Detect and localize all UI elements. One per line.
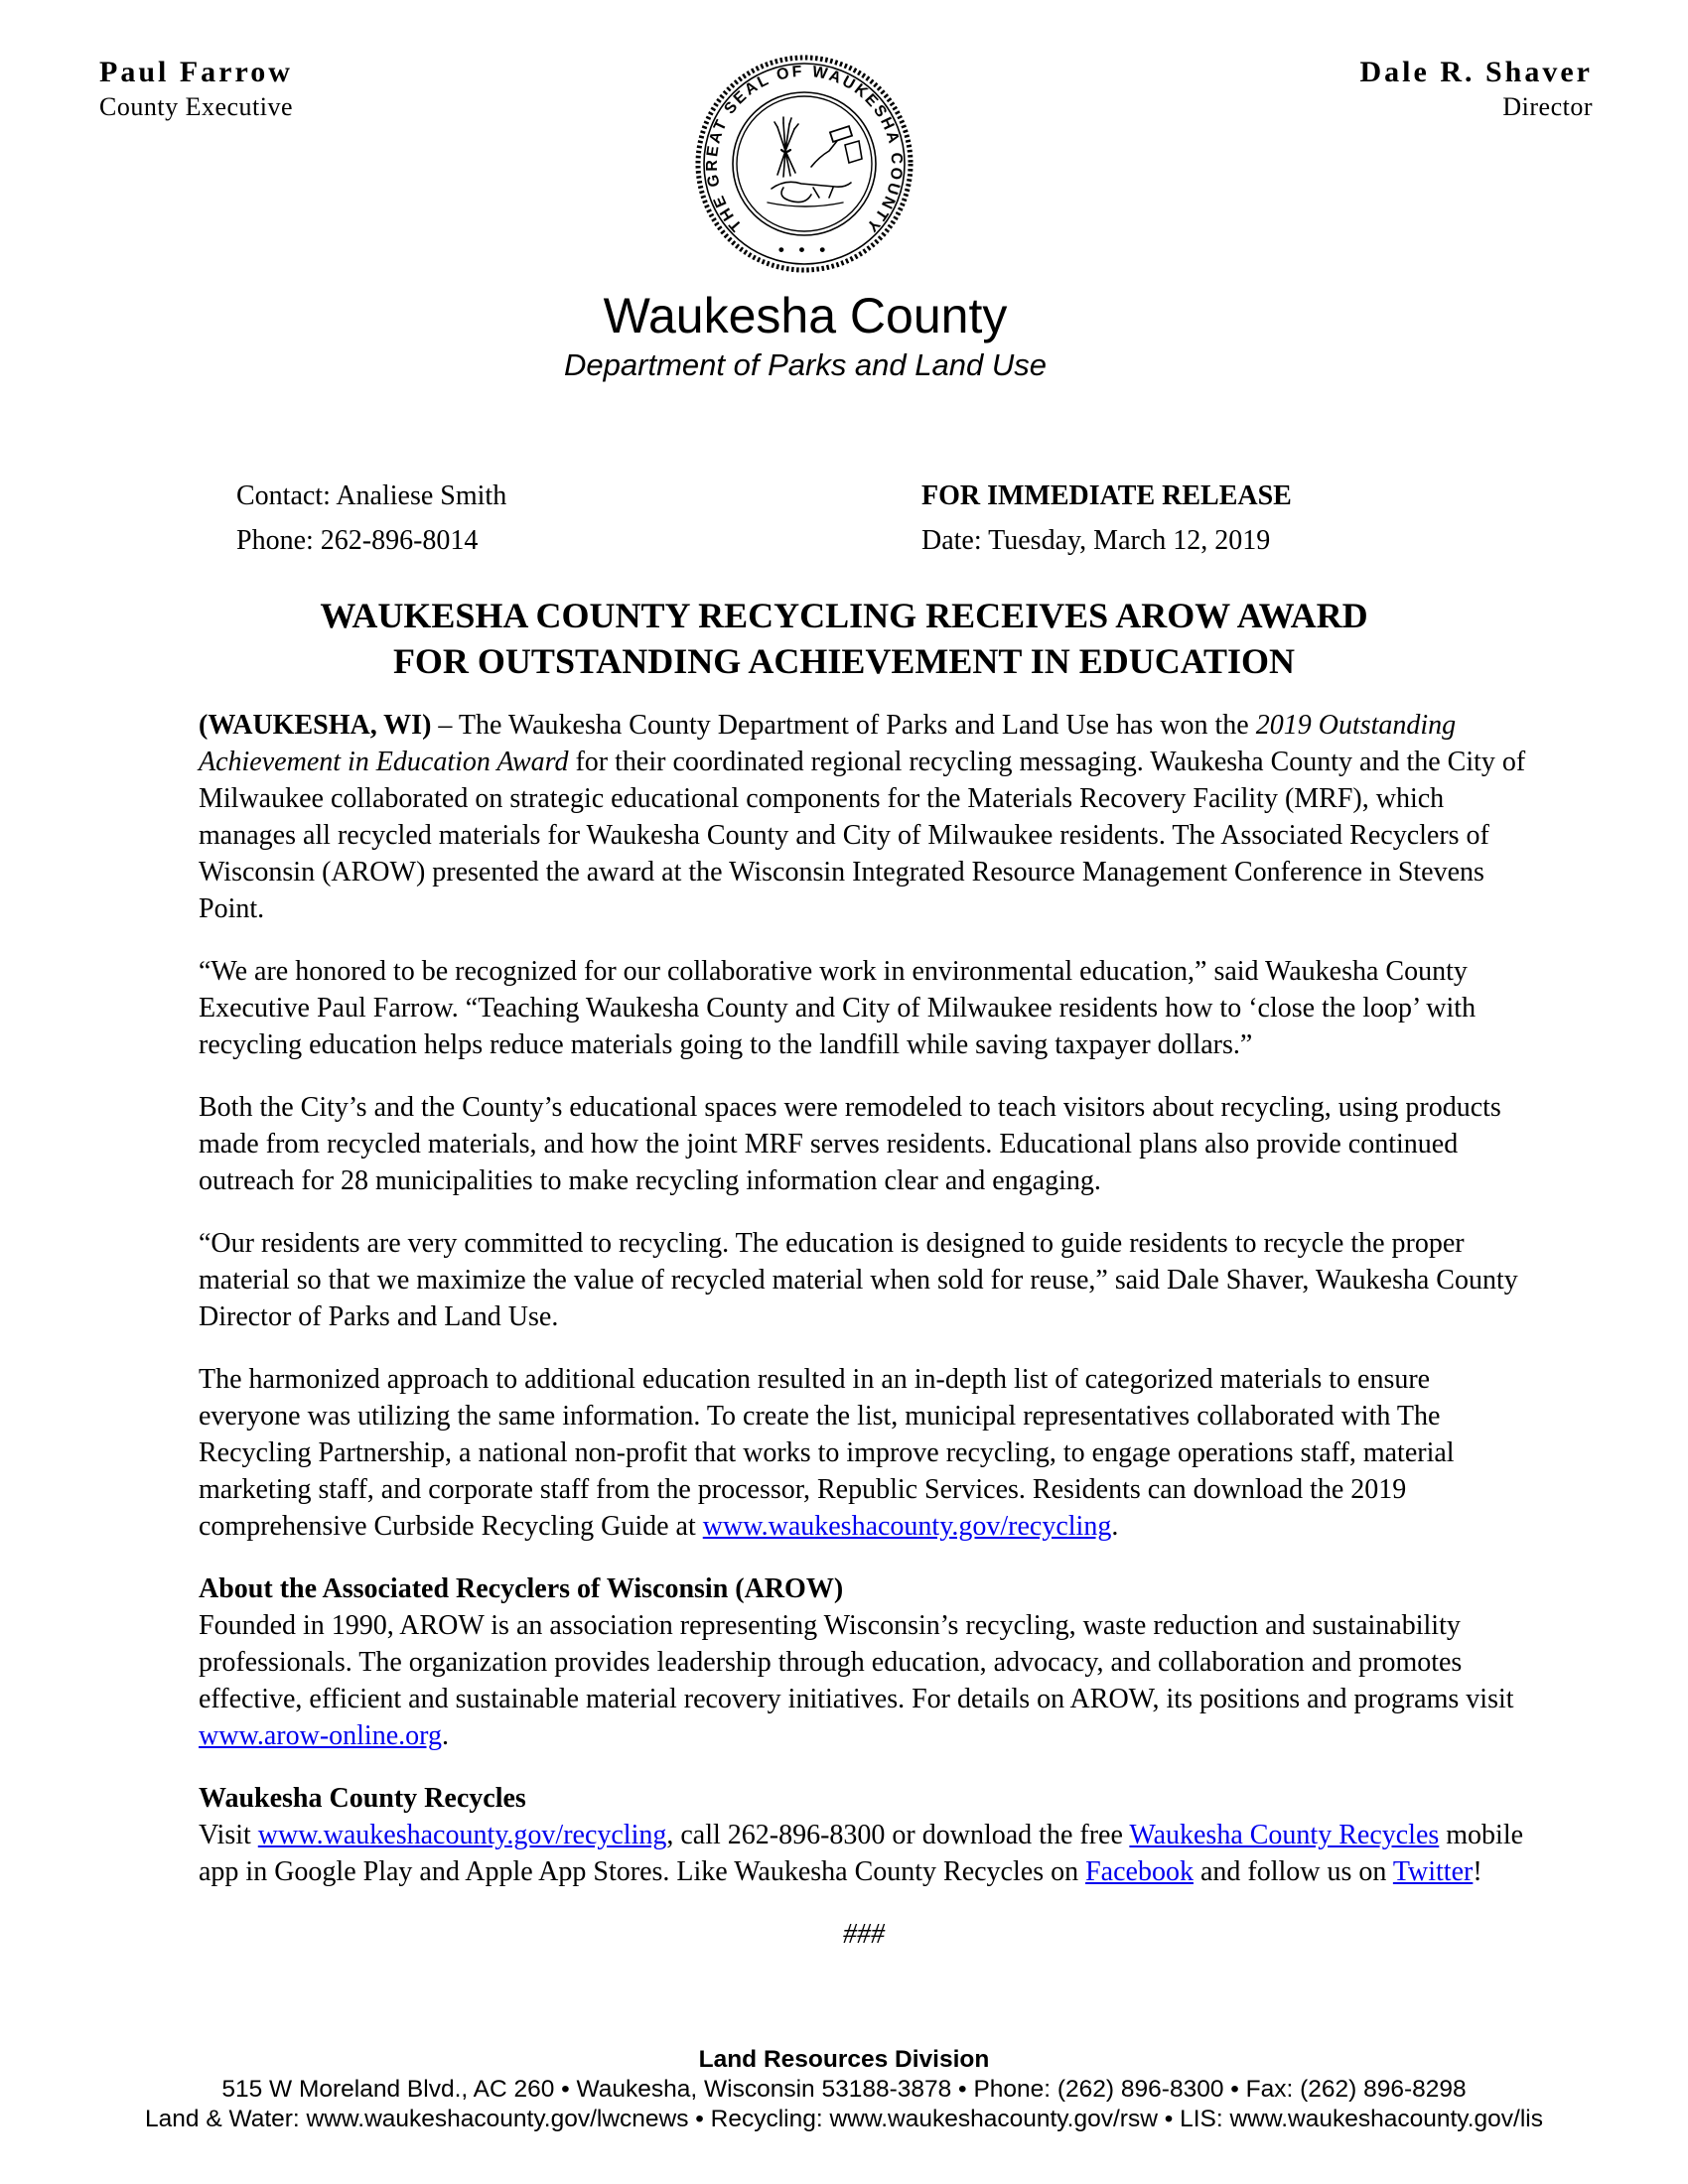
footer-links-line: Land & Water: www.waukeshacounty.gov/lwcnews • Recycling: www.waukeshacounty.gov/rsw • LIS: www.waukeshacounty.gov/lis [145, 2106, 1543, 2132]
county-seal [694, 50, 914, 278]
text-segment: Visit [199, 1820, 258, 1850]
text-segment: “We are honored to be recognized for our collaborative work in environmental education,” said Waukesha County Executive Paul Farrow. “Teaching Waukesha County and City of Milwaukee residents how to ‘close the loop’ with recycling education helps reduce materials going to the landfill while saving taxpayer dollars.” [199, 956, 1477, 1060]
text-segment: . [1111, 1511, 1119, 1542]
org-department: Department of Parks and Land Use [564, 347, 1047, 382]
paragraph-remodeled-spaces [199, 1089, 1529, 1199]
award-name: 2019 Outstanding Achievement in Education Award [199, 710, 1457, 777]
mobile-app-link[interactable]: Waukesha County Recycles [1129, 1820, 1440, 1850]
about-arow-heading: About the Associated Recyclers of Wisconsin (AROW) [199, 1573, 844, 1604]
county-seal-icon [694, 50, 914, 278]
phone-line: Phone: 262-896-8014 [236, 525, 479, 556]
arm-hammer-icon [811, 126, 862, 167]
text-segment: , call 262-896-8300 or download the free [666, 1820, 1130, 1850]
director-name: Dale R. Shaver [1359, 56, 1593, 88]
org-title-block [0, 289, 1611, 383]
county-recycles-heading: Waukesha County Recycles [199, 1783, 526, 1814]
county-executive-title: County Executive [99, 92, 294, 121]
text-segment: Founded in 1990, AROW is an association representing Wisconsin’s recycling, waste reduction and sustainability professionals. The organization provides leadership through education, advocacy, and collaboration and promotes effective, efficient and sustainable material recovery initiatives. For details on AROW, its positions and programs visit [199, 1610, 1514, 1714]
seal-dots: • • • [777, 240, 831, 259]
seal-inner-ring-inner [737, 96, 872, 231]
contact-left-column [236, 474, 506, 563]
paragraph-harmonized [199, 1361, 1529, 1545]
text-segment: Both the City’s and the County’s educational spaces were remodeled to teach visitors about recycling, using products made from recycled materials, and how the joint MRF serves residents. Educational plans also provide continued outreach for 28 municipalities to make recycling information clear and engaging. [199, 1092, 1501, 1196]
director-title: Director [1502, 92, 1593, 121]
headline [0, 593, 1688, 684]
recycling-guide-link[interactable]: www.waukeshacounty.gov/recycling [702, 1511, 1112, 1542]
paragraph-shaver-quote [199, 1225, 1529, 1335]
org-name: Waukesha County [603, 288, 1008, 343]
arow-website-link[interactable]: www.arow-online.org [199, 1720, 442, 1751]
text-segment: “Our residents are very committed to recycling. The education is designed to guide residents to recycle the proper material so that we maximize the value of recycled material when sold for reuse,” said Dale Shaver, Waukesha County Director of Parks and Land Use. [199, 1228, 1518, 1332]
text-segment: . [441, 1720, 449, 1751]
headline-line2: FOR OUTSTANDING ACHIEVEMENT IN EDUCATION [392, 641, 1296, 681]
text-segment: and follow us on [1193, 1856, 1393, 1887]
seal-zigzag-border [698, 58, 911, 270]
paragraph-intro [199, 707, 1529, 927]
seal-emblem [768, 117, 862, 206]
paragraph-about-arow [199, 1607, 1529, 1754]
heading-about-arow [199, 1570, 1529, 1607]
headline-line1: WAUKESHA COUNTY RECYCLING RECEIVES AROW AWARD [320, 596, 1368, 635]
seal-inner-ring-outer [733, 92, 876, 235]
seal-ring-text: THE GREAT SEAL OF WAUKESHA COUNTY [703, 63, 906, 236]
text-segment: mobile app in Google Play and Apple App Stores. Like Waukesha County Recycles on [199, 1820, 1524, 1887]
contact-block [0, 474, 1688, 569]
text-segment: for their coordinated regional recycling messaging. Waukesha County and the City of Milwaukee collaborated on strategic educational components for the Materials Recovery Facility (MRF), which manages all recycled materials for Waukesha County and City of Milwaukee residents. The Associated Recyclers of Wisconsin (AROW) presented the award at the Wisconsin Integrated Resource Management Conference in Stevens Point. [199, 747, 1526, 924]
contact-line: Contact: Analiese Smith [236, 480, 507, 511]
twitter-link[interactable]: Twitter [1392, 1856, 1474, 1887]
text-segment: ! [1473, 1856, 1482, 1887]
body [199, 707, 1529, 1953]
footer-division: Land Resources Division [698, 2046, 990, 2073]
heading-county-recycles [199, 1780, 1529, 1817]
text-segment: – The Waukesha County Department of Parks and Land Use has won the [431, 710, 1256, 741]
wheat-sheaf-icon [774, 117, 798, 177]
plow-icon [768, 182, 851, 206]
paragraph-farrow-quote [199, 953, 1529, 1063]
facebook-link[interactable]: Facebook [1085, 1856, 1194, 1887]
footer-address-line: 515 W Moreland Blvd., AC 260 • Waukesha, Wisconsin 53188-3878 • Phone: (262) 896-8300 • Fax: (262) 896-8298 [221, 2076, 1467, 2103]
contact-right-column [921, 474, 1292, 563]
paragraph-county-recycles [199, 1817, 1529, 1890]
dateline: (WAUKESHA, WI) [199, 710, 432, 741]
footer [0, 2045, 1688, 2134]
date-line: Date: Tuesday, March 12, 2019 [921, 525, 1271, 556]
end-marker: ### [843, 1919, 885, 1950]
text-segment: The harmonized approach to additional education resulted in an in-depth list of categorized materials to ensure everyone was utilizing the same information. To create the list, municipal representatives collaborated with The Recycling Partnership, a national non-profit that works to improve recycling, to engage operations staff, material marketing staff, and corporate staff from the processor, Republic Services. Residents can download the 2019 comprehensive Curbside Recycling Guide at [199, 1364, 1455, 1542]
county-executive-name: Paul Farrow [99, 56, 293, 88]
recycling-website-link[interactable]: www.waukeshacounty.gov/recycling [257, 1820, 667, 1850]
release-line: FOR IMMEDIATE RELEASE [921, 480, 1292, 511]
county-executive-block [99, 56, 293, 122]
director-block [1360, 56, 1593, 122]
